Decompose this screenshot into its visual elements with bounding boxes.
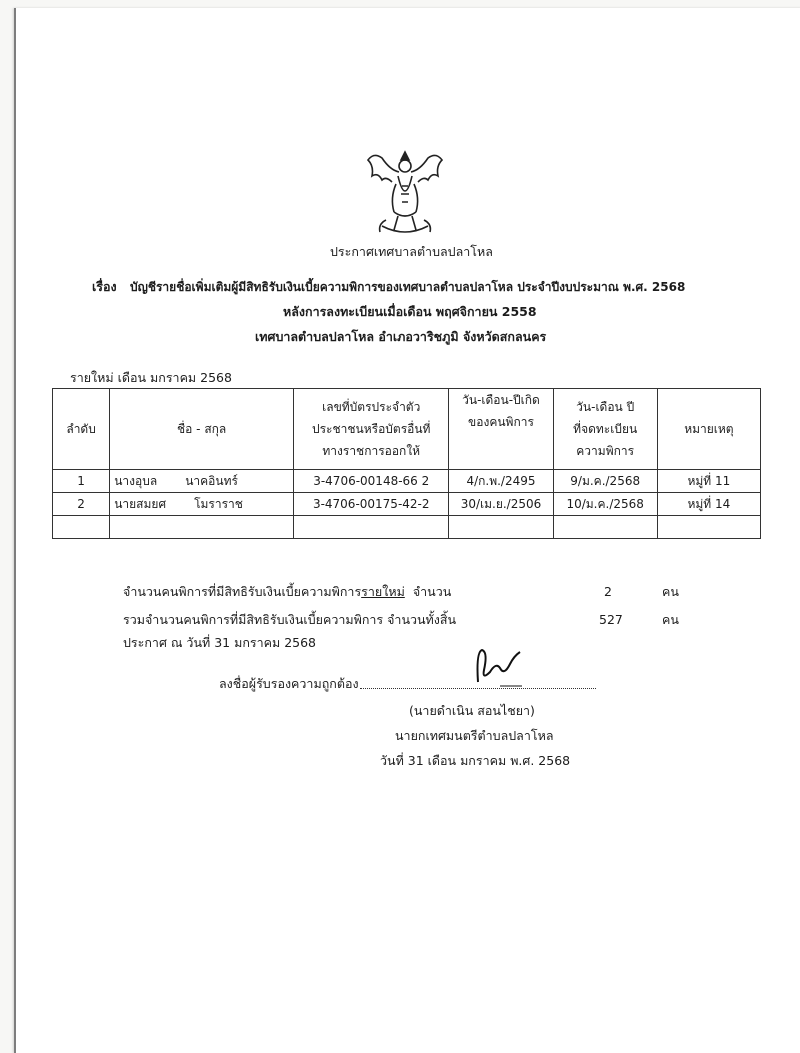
- announcement-title: ประกาศเทศบาลตำบลปลาโหล: [330, 244, 493, 259]
- cell-id: 3-4706-00148-66 2: [294, 470, 449, 493]
- cell-note: หมู่ที่ 11: [657, 470, 760, 493]
- table-row: [53, 470, 761, 493]
- certify-label: ลงชื่อผู้รับรองความถูกต้อง: [219, 676, 359, 691]
- header-id: เลขที่บัตรประจำตัว ประชาชนหรือบัตรอื่นที่ ทางราชการออกให้: [294, 389, 449, 470]
- subject-line-2: หลังการลงทะเบียนเมื่อเดือน พฤศจิกายน 2558: [283, 304, 537, 319]
- header-note: หมายเหตุ: [657, 389, 760, 470]
- table-header-row: [53, 389, 761, 470]
- subject-line-3: เทศบาลตำบลปลาโหล อำเภอวาริชภูมิ จังหวัดสกลนคร: [255, 329, 547, 344]
- header-no: ลำดับ: [53, 389, 110, 470]
- section-label: รายใหม่ เดือน มกราคม 2568: [70, 370, 232, 385]
- new-count-value: 2: [604, 584, 612, 599]
- subject-line-1: บัญชีรายชื่อเพิ่มเติมผู้มีสิทธิรับเงินเบี้ยความพิการของเทศบาลตำบลปลาโหล ประจำปีงบประมาณ พ.ศ. 2568: [130, 280, 686, 294]
- cell-name: นายสมยศ โมราราช: [110, 493, 294, 516]
- cell-reg: 10/ม.ค./2568: [553, 493, 657, 516]
- cell-dob: 4/ก.พ./2495: [449, 470, 553, 493]
- cell-note: หมู่ที่ 14: [657, 493, 760, 516]
- header-dob: วัน-เดือน-ปีเกิด ของคนพิการ: [449, 389, 553, 470]
- table-row: [53, 493, 761, 516]
- cell-id: 3-4706-00175-42-2: [294, 493, 449, 516]
- cell-name: นางอุบล นาคอินทร์: [110, 470, 294, 493]
- cell-no: 1: [53, 470, 110, 493]
- signature-date: วันที่ 31 เดือน มกราคม พ.ศ. 2568: [380, 753, 571, 768]
- disability-list-table: [52, 388, 761, 539]
- new-count-unit: คน: [662, 584, 679, 599]
- handwritten-signature: [470, 642, 530, 692]
- subject-prefix: เรื่อง: [92, 279, 117, 294]
- signer-name: (นายดำเนิน สอนไชยา): [409, 703, 535, 718]
- total-count-value: 527: [599, 612, 623, 627]
- garuda-emblem: [360, 146, 450, 241]
- signer-position: นายกเทศมนตรีตำบลปลาโหล: [395, 728, 554, 743]
- total-count-unit: คน: [662, 612, 679, 627]
- announce-date: ประกาศ ณ วันที่ 31 มกราคม 2568: [123, 635, 317, 650]
- new-count-label: จำนวนคนพิการที่มีสิทธิรับเงินเบี้ยความพิการรายใหม่ จำนวน: [123, 584, 452, 599]
- cell-no: 2: [53, 493, 110, 516]
- header-name: ชื่อ - สกุล: [110, 389, 294, 470]
- total-count-label: รวมจำนวนคนพิการที่มีสิทธิรับเงินเบี้ยความพิการ จำนวนทั้งสิ้น: [123, 612, 457, 627]
- cell-dob: 30/เม.ย./2506: [449, 493, 553, 516]
- header-reg: วัน-เดือน ปี ที่จดทะเบียน ความพิการ: [553, 389, 657, 470]
- table-row-empty: [53, 516, 761, 539]
- cell-reg: 9/ม.ค./2568: [553, 470, 657, 493]
